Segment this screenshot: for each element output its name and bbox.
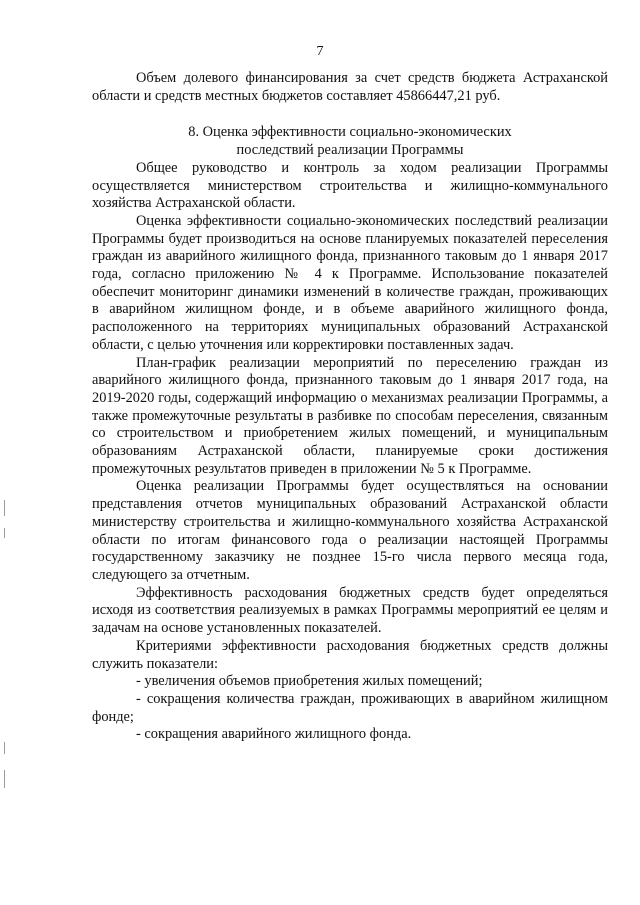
section-heading-line-2: последствий реализации Программы [236, 142, 464, 159]
list-item: - сокращения количества граждан, проживающих в аварийном жилищном фонде; [92, 690, 608, 725]
scan-edge-mark [4, 742, 5, 754]
section-heading-line-1: 8. Оценка эффективности социально-экономических [188, 124, 512, 141]
paragraph-efficiency-evaluation: Оценка эффективности социально-экономических последствий реализации Программы будет производиться на основе планируемых показателей переселения граждан из аварийного жилищного фонда, признанного таковым до 1 января 2017 года, согласно приложению № 4 к Программе. Использование показателей обеспечит мониторинг динамики изменений в количестве граждан, проживающих в аварийном жилищном фонде, и в объеме аварийного жилищного фонда, расположенного на территориях муниципальных образований Астраханской области, с целью уточнения или корректировки поставленных задач. [92, 212, 608, 353]
scan-edge-mark [4, 770, 5, 788]
scan-edge-mark [4, 500, 5, 516]
paragraph-schedule: План-график реализации мероприятий по переселению граждан из аварийного жилищного фонда, признанного таковым до 1 января 2017 года, на 2019-2020 годы, содержащий информацию о механизмах реализации Программы, а также промежуточные результаты в разбивке по способам переселения, связанным со строительством и приобретением жилых помещений, и муниципальным образованиям Астраханской области, планируемые сроки достижения промежуточных результатов приведен в приложении № 5 к Программе. [92, 354, 608, 477]
paragraph-reporting: Оценка реализации Программы будет осуществляться на основании представления отчетов муниципальных образований Астраханской области министерству строительства и жилищно-коммунального хозяйства Астраханской области по итогам финансового года о реализации настоящей Программы государственному заказчику не позднее 15-го числа первого месяца года, следующего за отчетным. [92, 478, 608, 583]
list-item: - сокращения аварийного жилищного фонда. [136, 726, 412, 743]
scan-edge-mark [4, 528, 5, 538]
paragraph-criteria: Критериями эффективности расходования бюджетных средств должны служить показатели: [92, 637, 608, 672]
paragraph-general-management: Общее руководство и контроль за ходом реализации Программы осуществляется министерством строительства и жилищно-коммунального хозяйства Астраханской области. [92, 159, 608, 212]
document-body [92, 70, 608, 744]
paragraph-funding: Объем долевого финансирования за счет средств бюджета Астраханской области и средств местных бюджетов составляет 45866447,21 руб. [92, 70, 608, 104]
page-number: 7 [316, 44, 324, 59]
section-heading [92, 124, 608, 159]
list-item: - увеличения объемов приобретения жилых помещений; [136, 673, 483, 690]
paragraph-budget-efficiency: Эффективность расходования бюджетных средств будет определяться исходя из соответствия реализуемых в рамках Программы мероприятий ее целям и задачам на основе установленных показателей. [92, 584, 608, 637]
